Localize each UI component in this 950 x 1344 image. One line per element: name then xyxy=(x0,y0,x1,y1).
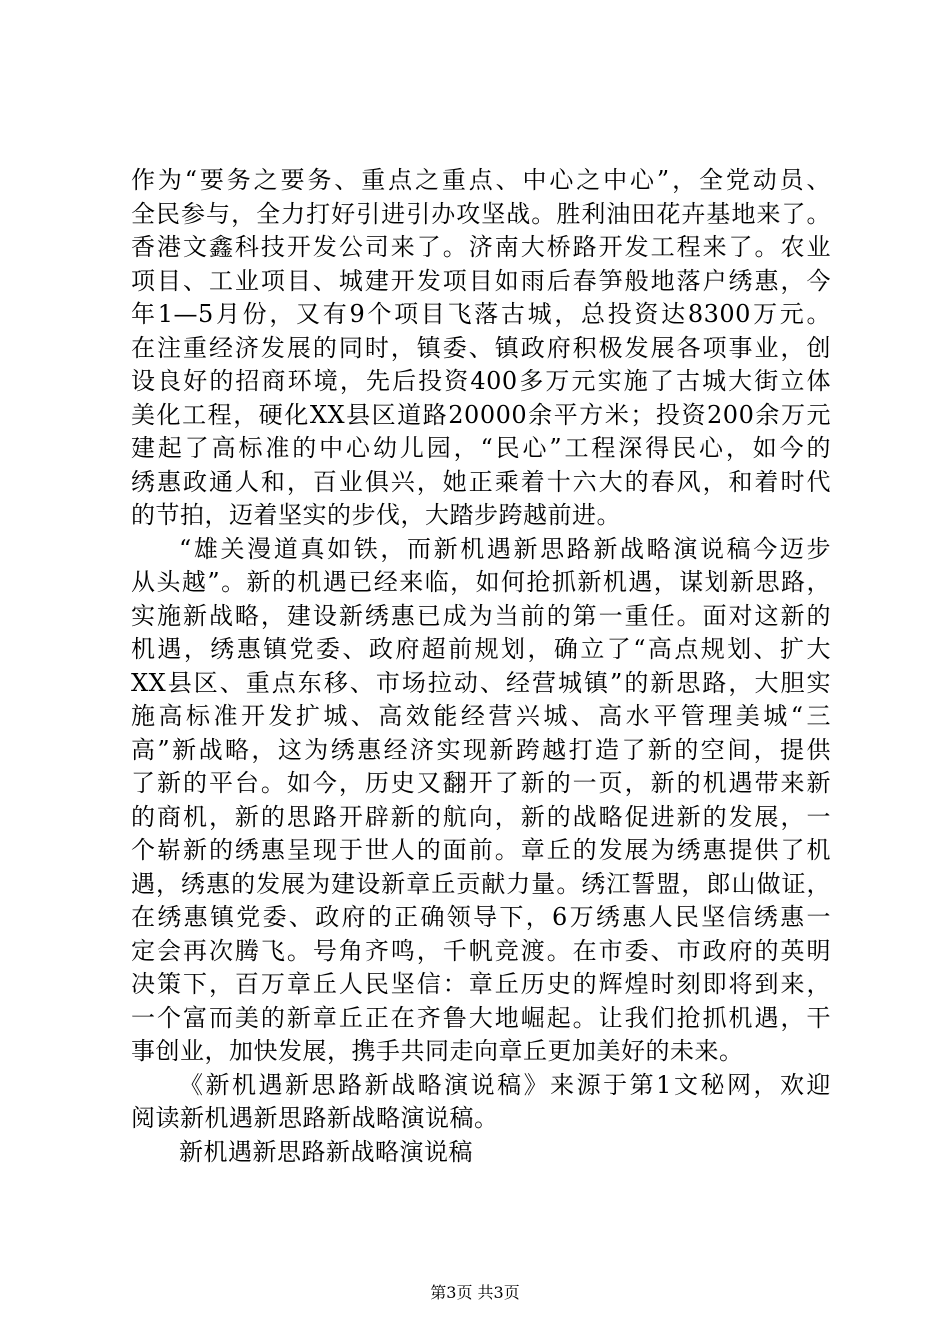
text-line: 设良好的招商环境，先后投资400多万元实施了古城大街立体 xyxy=(131,367,831,395)
page-number-footer: 第3页 共3页 xyxy=(430,1283,520,1302)
text-line: 事创业，加快发展，携手共同走向章丘更加美好的未来。 xyxy=(131,1037,744,1065)
text-line: 的节拍，迈着坚实的步伐，大踏步跨越前进。 xyxy=(131,501,621,529)
document-title-line: 新机遇新思路新战略演说稿 xyxy=(179,1137,473,1166)
text-line: 美化工程，硬化XX县区道路20000余平方米；投资200余万元 xyxy=(131,400,831,429)
text-line: 个崭新的绣惠呈现于世人的面前。章丘的发展为绣惠提供了机 xyxy=(131,836,831,864)
text-line: 香港文鑫科技开发公司来了。济南大桥路开发工程来了。农业 xyxy=(131,233,831,261)
text-line: 实施新战略，建设新绣惠已成为当前的第一重任。面对这新的 xyxy=(131,601,831,630)
text-line: 从头越”。新的机遇已经来临，如何抢抓新机遇，谋划新思路， xyxy=(131,568,831,596)
text-line: “雄关漫道真如铁，而新机遇新思路新战略演说稿今迈步 xyxy=(179,534,831,563)
text-line: 年1—5月份，又有9个项目飞落古城，总投资达8300万元。 xyxy=(131,300,831,328)
text-line: XX县区、重点东移、市场拉动、经营城镇”的新思路，大胆实 xyxy=(131,668,831,697)
text-line: 在注重经济发展的同时，镇委、镇政府积极发展各项事业，创 xyxy=(131,333,831,362)
text-line: 定会再次腾飞。号角齐鸣，千帆竞渡。在市委、市政府的英明 xyxy=(131,936,831,965)
text-line: 作为“要务之要务、重点之重点、中心之中心”，全党动员、 xyxy=(131,166,831,194)
text-line: 绣惠政通人和，百业俱兴，她正乘着十六大的春风，和着时代 xyxy=(131,467,831,496)
text-line: 决策下，百万章丘人民坚信：章丘历史的辉煌时刻即将到来， xyxy=(131,970,831,998)
text-line: 在绣惠镇党委、政府的正确领导下，6万绣惠人民坚信绣惠一 xyxy=(131,903,831,931)
text-line: 高”新战略，这为绣惠经济实现新跨越打造了新的空间，提供 xyxy=(131,735,831,764)
text-line: 的商机，新的思路开辟新的航向，新的战略促进新的发展，一 xyxy=(131,802,831,831)
text-line: 建起了高标准的中心幼儿园，“民心”工程深得民心，如今的 xyxy=(131,434,831,462)
text-line: 一个富而美的新章丘正在齐鲁大地崛起。让我们抢抓机遇，干 xyxy=(131,1003,831,1032)
text-line: 阅读新机遇新思路新战略演说稿。 xyxy=(131,1104,499,1132)
document-body xyxy=(131,164,831,1169)
text-line: 机遇，绣惠镇党委、政府超前规划，确立了“高点规划、扩大 xyxy=(131,635,831,663)
text-line: 遇，绣惠的发展为建设新章丘贡献力量。绣江誓盟，郎山做证， xyxy=(131,869,831,898)
text-line: 项目、工业项目、城建开发项目如雨后春笋般地落户绣惠，今 xyxy=(131,266,831,295)
text-line: 施高标准开发扩城、高效能经营兴城、高水平管理美城“三 xyxy=(131,702,831,730)
text-line: 了新的平台。如今，历史又翻开了新的一页，新的机遇带来新 xyxy=(131,769,831,797)
text-line: 《新机遇新思路新战略演说稿》来源于第1文秘网，欢迎 xyxy=(179,1070,831,1099)
text-line: 全民参与，全力打好引进引办攻坚战。胜利油田花卉基地来了。 xyxy=(131,199,831,228)
